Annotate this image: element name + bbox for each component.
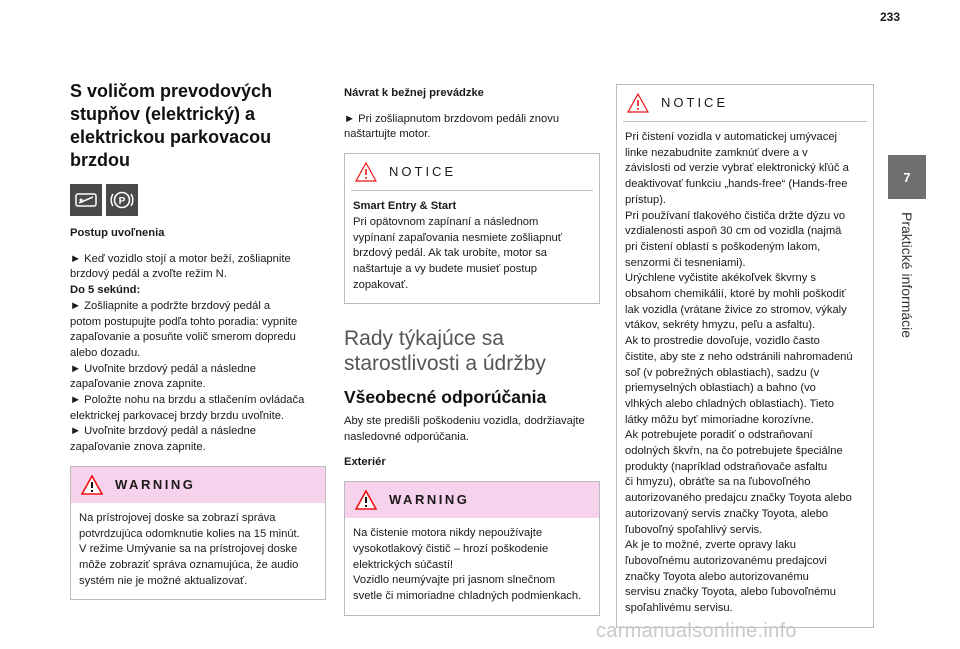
text-line: elektrickej parkovacej brzdy brzdu uvoľnite.	[70, 409, 285, 422]
warning-box	[344, 481, 600, 616]
text-line: čistite, aby ste z neho odstránili nahromadenú	[625, 350, 853, 363]
text-line: pri čistení oblastí s poškodeným lakom,	[625, 240, 821, 253]
warning-header	[345, 482, 599, 518]
text-line: soľ (v pobrežných oblastiach), sadzu (v	[625, 366, 820, 379]
text-line: autorizovaný servis značky Toyota, alebo	[625, 507, 829, 520]
text-line: alebo dozadu.	[70, 346, 141, 359]
text-line: ► Zošliapnite a podržte brzdový pedál a	[70, 299, 271, 312]
text-line: deaktivovať funkciu „hands-free“ (Hands-free	[625, 178, 848, 191]
text-line: závislosti od verzie vybrať elektronický kľúč a	[625, 162, 849, 175]
warning-text	[345, 518, 599, 615]
text-line: Pri čistení vozidla v automatickej umývacej	[625, 131, 838, 143]
text-line: či hmyzu), obráťte sa na ľubovoľného	[625, 476, 811, 489]
text-line: vypínaní zapaľovania nesmiete zošliapnuť	[353, 231, 562, 244]
text-line: naštartuje a vy budete musieť postup	[353, 262, 537, 275]
text-line: Do 5 sekúnd:	[70, 284, 141, 297]
text-line: brzdový pedál. Ak tak urobíte, motor sa	[353, 247, 548, 260]
text-line: prístup).	[625, 193, 667, 206]
heading-line: S voličom prevodových	[70, 81, 273, 101]
text-line: Vozidlo neumývajte pri jasnom slnečnom	[353, 574, 556, 587]
notice-box	[616, 84, 874, 628]
text-line: ► Pri zošliapnutom brzdovom pedáli znovu	[344, 112, 560, 125]
heading-line: stupňov (elektrický) a	[70, 104, 256, 124]
text-line: vtákov, sekréty hmyzu, peľu a asfaltu).	[625, 319, 816, 332]
text-line: ► Uvoľnite brzdový pedál a následne	[70, 362, 256, 375]
column-3	[616, 84, 874, 642]
text-line: Aby ste predišli poškodeniu vozidla, dodržiavajte	[344, 415, 585, 428]
chapter-tab: 7	[888, 155, 926, 199]
text-line: Pri opätovnom zapínaní a následnom	[353, 215, 539, 228]
warning-title: WARNING	[389, 492, 470, 508]
chapter-title-text: Praktické informácie	[899, 212, 915, 339]
general-recommendations-text	[344, 414, 600, 445]
text-line: priemyselných oblastiach) a bahno (vo	[625, 382, 816, 395]
text-line: obsahom chemikálií, ktoré by mohli poškodiť	[625, 288, 846, 301]
text-line: Na prístrojovej doske sa zobrazí správa	[79, 511, 276, 524]
text-line: odolných škvŕn, na čo potrebujete špeciálne	[625, 445, 843, 458]
notice-header	[617, 85, 873, 121]
notice-icon	[355, 162, 377, 182]
text-line: ► Položte nohu na brzdu a stlačením ovládača	[70, 394, 305, 407]
text-line: V režime Umývanie sa na prístrojovej doske	[79, 543, 298, 556]
return-heading: Návrat k bežnej prevádzke	[344, 87, 484, 99]
text-line: Smart Entry & Start	[353, 200, 457, 213]
text-line: svetle či mimoriadne chladných podmienkach.	[353, 589, 582, 602]
chapter-title	[893, 212, 921, 382]
text-line: zapaľovanie znova zapnite.	[70, 441, 206, 454]
text-line: servisu značky Toyota, alebo ľubovoľnému	[625, 586, 836, 599]
warning-icon	[81, 475, 103, 495]
text-line: látky môžu byť mimoriadne korozívne.	[625, 413, 814, 426]
column-1	[70, 80, 326, 614]
text-line: ► Keď vozidlo stojí a motor beží, zošliapnite	[70, 252, 291, 265]
text-line: ľubovoľnému autorizovanému predajcovi	[625, 554, 827, 567]
notice-text	[617, 122, 873, 627]
notice-box	[344, 153, 600, 304]
watermark: carmanualsonline.info	[596, 620, 797, 642]
release-procedure-text	[70, 252, 326, 456]
text-line: zapaľovanie a posuňte volič smerom dopredu	[70, 331, 296, 344]
text-line: vlhkých alebo chladných oblastiach). Tieto	[625, 397, 834, 410]
parking-brake-icon	[106, 184, 138, 216]
icon-row	[70, 184, 326, 216]
heading-line: brzdou	[70, 150, 130, 170]
release-procedure-heading: Postup uvoľnenia	[70, 227, 165, 239]
warning-header	[71, 467, 325, 503]
section-heading	[70, 80, 326, 172]
notice-title: NOTICE	[661, 95, 729, 111]
title-line: starostlivosti a údržby	[344, 352, 546, 376]
column-2	[344, 86, 600, 630]
text-line: nasledovné odporúčania.	[344, 430, 470, 443]
text-line: systém nie je možné aktualizovať.	[79, 574, 248, 587]
text-line: brzdový pedál a zvoľte režim N.	[70, 268, 227, 281]
text-line: zapaľovanie znova zapnite.	[70, 378, 206, 391]
notice-text	[345, 191, 599, 303]
warning-icon	[355, 490, 377, 510]
text-line: Pri používaní tlakového čističa držte dýzu vo	[625, 209, 846, 222]
text-line: môže zobraziť správa oznamujúca, že audio	[79, 558, 299, 571]
svg-text:P: P	[118, 196, 126, 207]
text-line: potom postupujte podľa tohto poradia: vypnite	[70, 315, 298, 328]
chapter-section-title	[344, 326, 600, 376]
return-text	[344, 112, 600, 143]
text-line: Ak je to možné, zverte opravy laku	[625, 539, 796, 552]
text-line: elektrických súčastí!	[353, 558, 454, 571]
notice-icon	[627, 93, 649, 113]
text-line: ► Uvoľnite brzdový pedál a následne	[70, 425, 256, 438]
warning-text	[71, 503, 325, 600]
manual-gearbox-icon	[70, 184, 102, 216]
text-line: spoľahlivému servisu.	[625, 602, 733, 615]
title-line: Rady týkajúce sa	[344, 327, 504, 351]
text-line: Ak potrebujete poradiť o odstraňovaní	[625, 429, 813, 442]
notice-title: NOTICE	[389, 164, 457, 180]
text-line: zopakovať.	[353, 278, 409, 291]
text-line: Ak to prostredie dovoľuje, vozidlo často	[625, 335, 820, 348]
text-line: vysokotlakový čistič – hrozí poškodenie	[353, 542, 549, 555]
text-line: Urýchlene vyčistite akékoľvek škvrny s	[625, 272, 817, 285]
warning-title: WARNING	[115, 476, 196, 492]
page-number: 233	[880, 10, 901, 24]
text-line: senzormi či tesneniami).	[625, 256, 746, 269]
text-line: autorizovaného predajcu značky Toyota alebo	[625, 492, 852, 505]
text-line: vzdialenosti aspoň 30 cm od vozidla (najmä	[625, 225, 842, 238]
notice-header	[345, 154, 599, 190]
text-line: potvrdzujúca odomknutie kolies na 15 minút.	[79, 527, 300, 540]
exterior-heading: Exteriér	[344, 456, 386, 469]
text-line: linke nezabudnite zamknúť dvere a v	[625, 146, 808, 159]
text-line: lak vozidla (vrátane živice zo stromov, výkaly	[625, 303, 847, 316]
general-recommendations-heading: Všeobecné odporúčania	[344, 387, 547, 408]
text-line: naštartujte motor.	[344, 128, 431, 141]
text-line: ľubovoľný spoľahlivý servis.	[625, 523, 763, 536]
warning-box	[70, 466, 326, 601]
text-line: produkty (napríklad odstraňovače asfaltu	[625, 460, 828, 473]
heading-line: elektrickou parkovacou	[70, 127, 272, 147]
text-line: Na čistenie motora nikdy nepoužívajte	[353, 527, 543, 540]
text-line: značky Toyota alebo autorizovanému	[625, 570, 809, 583]
